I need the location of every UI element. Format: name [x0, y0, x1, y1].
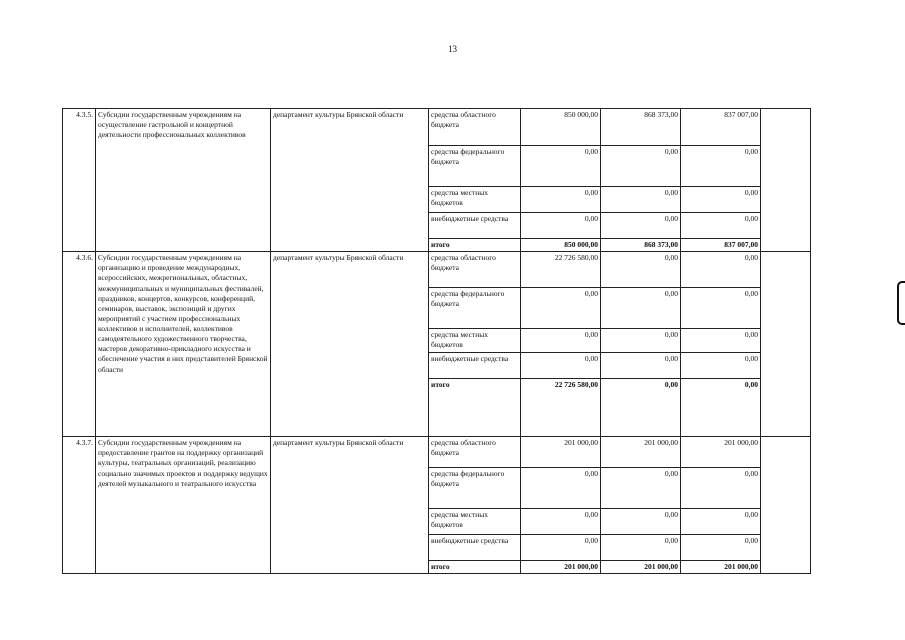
- source-label: средства местных бюджетов: [429, 187, 521, 213]
- total-value: 201 000,00: [601, 561, 681, 574]
- item-executor: департамент культуры Брянской области: [271, 109, 429, 252]
- value-cell: 0,00: [521, 288, 601, 329]
- value-cell: 0,00: [681, 468, 761, 509]
- empty-cell: [761, 252, 811, 437]
- value-cell: 0,00: [521, 353, 601, 379]
- value-cell: 201 000,00: [681, 437, 761, 468]
- total-value: 22 726 580,00: [521, 379, 601, 437]
- value-cell: 0,00: [681, 213, 761, 239]
- total-value: 837 007,00: [681, 239, 761, 252]
- value-cell: 0,00: [601, 146, 681, 187]
- value-cell: 0,00: [601, 213, 681, 239]
- value-cell: 0,00: [681, 146, 761, 187]
- value-cell: 0,00: [601, 353, 681, 379]
- budget-table: [62, 108, 811, 574]
- total-label: итого: [429, 561, 521, 574]
- source-label: средства областного бюджета: [429, 252, 521, 288]
- value-cell: 0,00: [521, 213, 601, 239]
- value-cell: 0,00: [681, 329, 761, 353]
- total-value: 201 000,00: [521, 561, 601, 574]
- value-cell: 0,00: [521, 329, 601, 353]
- source-label: средства федерального бюджета: [429, 468, 521, 509]
- item-description: Субсидии государственным учреждениям на осуществление гастрольной и концертной деятельности профессиональных коллективов: [96, 109, 271, 252]
- value-cell: 0,00: [521, 468, 601, 509]
- value-cell: 0,00: [601, 187, 681, 213]
- total-label: итого: [429, 239, 521, 252]
- value-cell: 0,00: [601, 288, 681, 329]
- total-label: итого: [429, 379, 521, 437]
- source-label: средства местных бюджетов: [429, 329, 521, 353]
- value-cell: 22 726 580,00: [521, 252, 601, 288]
- source-label: средства местных бюджетов: [429, 509, 521, 535]
- item-description: Субсидии государственным учреждениям на организацию и проведение международных, всероссийских, межрегиональных, областных, межмуниципальных и муниципальных фестивалей, праздников, концертов, конкурсов, конференций, семинаров, выставок, экспозиций и других мероприятий с участием профессиональных коллективов и исполнителей, коллективов самодеятельного художественного творчества, мастеров декоративно-прикладного искусства и обеспечение участия в них представителей Брянской области: [96, 252, 271, 437]
- value-cell: 0,00: [681, 535, 761, 561]
- item-executor: департамент культуры Брянской области: [271, 437, 429, 574]
- value-cell: 0,00: [521, 509, 601, 535]
- value-cell: 850 000,00: [521, 109, 601, 146]
- total-value: 0,00: [601, 379, 681, 437]
- item-code: 4.3.7.: [63, 437, 96, 574]
- value-cell: 0,00: [681, 353, 761, 379]
- binding-mark: [897, 281, 905, 325]
- value-cell: 0,00: [681, 288, 761, 329]
- page-number: 13: [448, 44, 457, 54]
- item-executor: департамент культуры Брянской области: [271, 252, 429, 437]
- value-cell: 837 007,00: [681, 109, 761, 146]
- value-cell: 0,00: [681, 509, 761, 535]
- item-code: 4.3.6.: [63, 252, 96, 437]
- value-cell: 0,00: [521, 535, 601, 561]
- value-cell: 0,00: [601, 252, 681, 288]
- value-cell: 0,00: [521, 146, 601, 187]
- empty-cell: [761, 437, 811, 574]
- item-code: 4.3.5.: [63, 109, 96, 252]
- table-row: [63, 109, 811, 146]
- value-cell: 0,00: [681, 187, 761, 213]
- source-label: внебюджетные средства: [429, 353, 521, 379]
- source-label: средства областного бюджета: [429, 437, 521, 468]
- total-value: 201 000,00: [681, 561, 761, 574]
- source-label: средства федерального бюджета: [429, 288, 521, 329]
- total-value: 0,00: [681, 379, 761, 437]
- value-cell: 0,00: [681, 252, 761, 288]
- source-label: внебюджетные средства: [429, 535, 521, 561]
- source-label: внебюджетные средства: [429, 213, 521, 239]
- value-cell: 0,00: [521, 187, 601, 213]
- table-row: [63, 437, 811, 468]
- table-row: [63, 252, 811, 288]
- source-label: средства федерального бюджета: [429, 146, 521, 187]
- value-cell: 0,00: [601, 509, 681, 535]
- item-description: Субсидии государственным учреждениям на предоставление грантов на поддержку организаций культуры, театральных организаций, реализацию социально значимых проектов и поддержку ведущих деятелей музыкального и театрального искусства: [96, 437, 271, 574]
- empty-cell: [761, 109, 811, 252]
- value-cell: 868 373,00: [601, 109, 681, 146]
- source-label: средства областного бюджета: [429, 109, 521, 146]
- value-cell: 201 000,00: [601, 437, 681, 468]
- value-cell: 0,00: [601, 535, 681, 561]
- value-cell: 0,00: [601, 329, 681, 353]
- value-cell: 201 000,00: [521, 437, 601, 468]
- value-cell: 0,00: [601, 468, 681, 509]
- total-value: 850 000,00: [521, 239, 601, 252]
- total-value: 868 373,00: [601, 239, 681, 252]
